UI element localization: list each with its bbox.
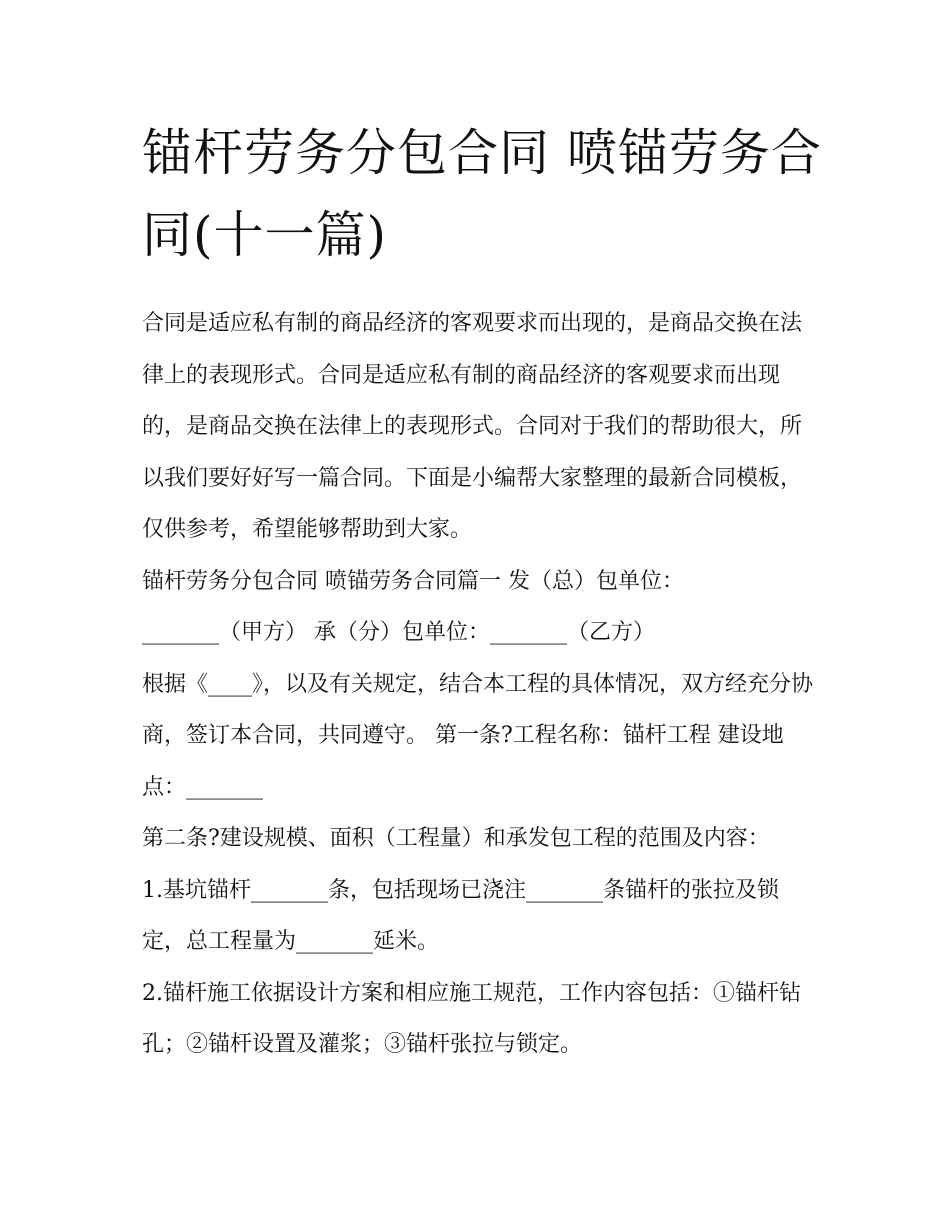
parties-line: _______（甲方） 承（分）包单位：_______（乙方） bbox=[142, 620, 655, 645]
article-one-paragraph: 根据《____》，以及有关规定，结合本工程的具体情况，双方经充分协商，签订本合同，共同遵守。 第一条?工程名称：锚杆工程 建设地点：_______ bbox=[142, 671, 814, 800]
item-two-paragraph: 2.锚杆施工依据设计方案和相应施工规范，工作内容包括：①锚杆钻孔；②锚杆设置及灌浆；③锚杆张拉与锁定。 bbox=[142, 980, 801, 1057]
contract-heading-line: 锚杆劳务分包合同 喷锚劳务合同篇一 发（总）包单位： bbox=[142, 568, 684, 594]
document-title: 锚杆劳务分包合同 喷锚劳务合同(十一篇) bbox=[142, 124, 822, 264]
document-page bbox=[142, 112, 822, 1071]
article-two-paragraph: 第二条?建设规模、面积（工程量）和承发包工程的范围及内容： bbox=[142, 826, 770, 851]
item-one-paragraph: 1.基坑锚杆_______条，包括现场已浇注_______条锚杆的张拉及锁定，总工程量为_______延米。 bbox=[142, 877, 779, 954]
document-body bbox=[142, 298, 822, 1071]
intro-paragraph: 合同是适应私有制的商品经济的客观要求而出现的，是商品交换在法律上的表现形式。合同是适应私有制的商品经济的客观要求而出现的，是商品交换在法律上的表现形式。合同对于我们的帮助很大，所以我们要好好写一篇合同。下面是小编帮大家整理的最新合同模板，仅供参考，希望能够帮助到大家。 bbox=[142, 311, 803, 542]
